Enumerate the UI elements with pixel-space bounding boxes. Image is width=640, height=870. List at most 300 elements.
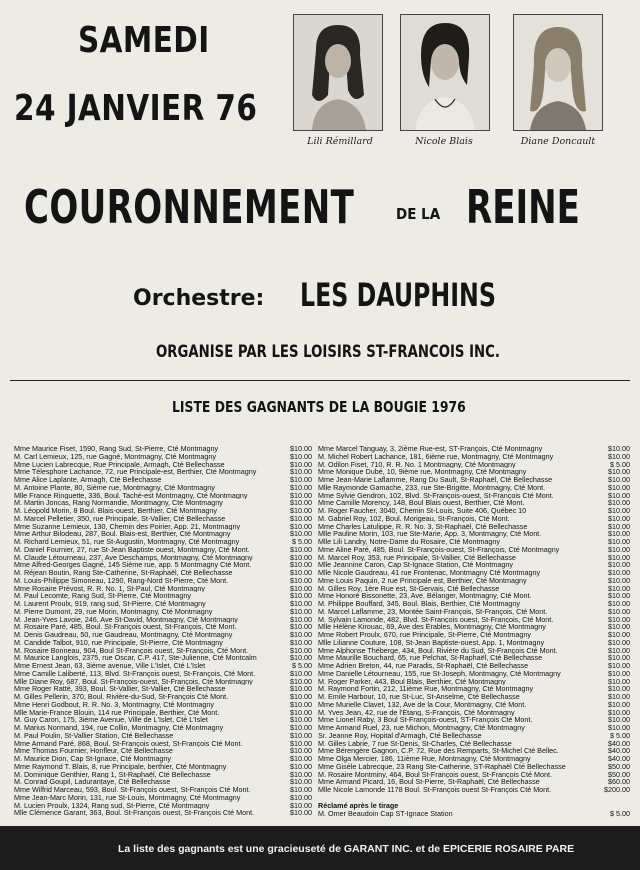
- after-draw-amount: $ 5.00: [610, 808, 630, 818]
- winner-row: [14, 778, 312, 786]
- winner-row: [318, 585, 630, 593]
- date-heading: 24 JANVIER 76: [14, 88, 258, 129]
- winner-amount: $10.00: [290, 738, 312, 748]
- winner-amount: $10.00: [608, 614, 630, 624]
- winner-row: [318, 546, 630, 554]
- winner-name: M. Gabriel Roy, 102, Boul. Morigeau, St-François, Cté Mont.: [318, 514, 510, 523]
- winner-name: M. Yves Jean, 42, rue de l'Étang, S-François, Cté Montmagny: [318, 708, 515, 717]
- winner-row: [318, 662, 630, 670]
- winner-amount: $40.00: [608, 754, 630, 763]
- winner-name: M. Daniel Fournier, 27, rue St-Jean Baptiste ouest, Montmagny, Cté Mont.: [14, 545, 250, 554]
- winner-name: M. Roger Parker, 443, Boul Blais, Berthier, Cté Montmagny: [318, 677, 506, 686]
- winner-amount: $10.00: [608, 637, 630, 647]
- winner-name: M. Denis Gaudreau, 50, rue Gaudreau, Montmagny, Cté Montmagny: [14, 631, 233, 639]
- winner-name: Mme Ernest Jean, 63, 3ième avenue, Ville L'Islet, Cté L'Islet: [14, 662, 206, 670]
- winner-row: [14, 600, 312, 608]
- winner-name: M. Rosaire Montminy, 464, Boul St-François ouest, St-François Cté Mont.: [318, 770, 552, 779]
- orchestra-name: LES DAUPHINS: [300, 276, 496, 314]
- winner-row: [14, 507, 312, 515]
- winner-name: Mlle Jeannine Caron, Cap St-Ignace Station, Cté Montmagny: [318, 561, 513, 569]
- winner-name: Mlle Marie-France Blouin, 114 rue Principale, Berthier, Cté Mont.: [14, 708, 220, 717]
- winner-amount: $10.00: [608, 715, 630, 725]
- winner-name: M. Odilon Fiset, 710, R. R. No. 1 Montmagny, Cté Montmagny: [318, 460, 516, 469]
- winner-amount: $10.00: [290, 699, 312, 709]
- winner-row: [318, 600, 630, 608]
- winner-amount: $10.00: [608, 575, 630, 585]
- winner-amount: $10.00: [290, 769, 312, 779]
- winner-row: [14, 577, 312, 585]
- winner-name: Mme Roger Ratté, 393, Boul. St-Vallier, St-Vallier, Cté Bellechasse: [14, 685, 226, 693]
- winner-amount: $10.00: [290, 599, 312, 608]
- winner-name: M. Carl Lemieux, 125, rue Gagné, Montmagny, Cté Montmagny: [14, 452, 217, 461]
- winner-name: M. Paul Lecomte, Rang Sud, St-Pierre, Cté Montmagny: [14, 592, 191, 600]
- winner-row: [14, 639, 312, 647]
- winner-name: Mme Olga Mercier, 186, 11ième Rue, Montmagny, Cté Montmagny: [318, 755, 531, 763]
- winner-row: [14, 740, 312, 748]
- winner-amount: $10.00: [290, 730, 312, 740]
- winner-name: Sr. Jeanne Roy, Hopital d'Armagh, Cté Bellechasse: [318, 731, 482, 740]
- winner-row: [14, 554, 312, 562]
- winner-amount: $10.00: [290, 684, 312, 694]
- winner-row: [14, 631, 312, 639]
- winner-row: [318, 499, 630, 507]
- winner-row: [14, 623, 312, 631]
- photo-caption-1: Lili Rémillard: [307, 136, 373, 147]
- winner-name: Mme Jean-Marie Laflamme, Rang Du Sault, St-Raphaël, Cté Bellechasse: [318, 476, 553, 484]
- winner-name: Mme Lucien Labrecque, Rue Principale, Armagh, Cté Bellechasse: [14, 460, 225, 469]
- winner-name: Mlle Hélène Kirouac, 69, Ave des Érables, Montmagny, Cté Montmagny: [318, 623, 546, 631]
- winner-row: [318, 709, 630, 717]
- winner-row: [14, 693, 312, 701]
- winner-name: Mme Raymond T. Blais, 8, rue Principale, berthier, Cté Montmagny: [14, 762, 227, 771]
- winner-amount: $10.00: [290, 575, 312, 585]
- winner-row: [318, 592, 630, 600]
- divider: [10, 380, 630, 381]
- winner-row: [318, 724, 630, 732]
- winner-name: Mme Thomas Fournier, Honfleur, Cté Bellechasse: [14, 747, 173, 755]
- winner-name: M. Gilles Labrie, 7 rue St-Denis, St-Charles, Cté Bellechasse: [318, 739, 512, 748]
- winner-row: [14, 492, 312, 500]
- winner-amount: $10.00: [290, 513, 312, 523]
- winner-name: M. Jean-Yves Lavoie, 246, Ave St-David, Montmagny, Cté Montmagny: [14, 615, 238, 624]
- winner-amount: $10.00: [290, 444, 312, 453]
- winner-row: [318, 631, 630, 639]
- winner-row: [318, 763, 630, 771]
- winner-amount: $10.00: [608, 699, 630, 709]
- winner-amount: $ 5.00: [292, 537, 312, 546]
- winner-name: Mme Bérengère Gagnon, C.P. 72, Rue des Remparts, St-Michel Cté Bellec.: [318, 747, 559, 755]
- winner-row: [318, 747, 630, 755]
- winner-amount: $10.00: [290, 800, 312, 810]
- winner-name: M. Conrad Goupil, Laduranțaye, Cté Bellechasse: [14, 778, 171, 786]
- winner-amount: $10.00: [608, 552, 630, 562]
- winners-column-right: [318, 445, 630, 818]
- winner-amount: $10.00: [290, 622, 312, 632]
- winner-amount: $10.00: [290, 568, 312, 577]
- winner-row: [14, 771, 312, 779]
- winner-name: Mlle Diane Roy, 687, Boul. St-François-ouest, St-François, Cté Montmagny: [14, 677, 253, 686]
- winner-amount: $10.00: [608, 684, 630, 694]
- winner-row: [14, 685, 312, 693]
- winner-row: [318, 530, 630, 538]
- winner-amount: $10.00: [608, 467, 630, 477]
- winner-name: Mlle Nicole Lamonde 1178 Boul. St-François ouest St-François Cté Mont.: [318, 786, 552, 794]
- winner-row: [14, 747, 312, 755]
- winner-name: Mme Armand Paré, 868, Boul. St-François ouest, St-François Cté Mont.: [14, 739, 243, 748]
- winner-row: [318, 461, 630, 469]
- winner-name: Mme Robert Proulx, 670, rue Principale, St-Pierre, Cté Montmagny: [318, 631, 531, 639]
- winner-row: [14, 538, 312, 546]
- winner-row: [14, 569, 312, 577]
- winner-amount: $10.00: [290, 606, 312, 616]
- winner-row: [14, 546, 312, 554]
- winner-row: [318, 678, 630, 686]
- winner-amount: $10.00: [290, 498, 312, 508]
- winner-amount: $10.00: [290, 560, 312, 570]
- winner-name: Mme Honoré Bissonette, 23, Ave. Bélanger, Montmagny, Cté Mont.: [318, 592, 532, 600]
- winner-name: Mlle France Ringuette, 336, Boul. Taché-est Montmagny, Cté Montmagny: [14, 491, 248, 500]
- winner-name: M. Roger Faucher, 3040, Chemin St-Louis, Suite 406, Québec 10: [318, 507, 527, 515]
- winner-row: [318, 693, 630, 701]
- winner-row: [318, 716, 630, 724]
- winner-row: [318, 561, 630, 569]
- winner-row: [14, 662, 312, 670]
- winner-row: [14, 523, 312, 531]
- winner-row: [14, 445, 312, 453]
- winner-name: M. Léopold Morin, 8 Boul. Blais-ouest, Berthier, Cté Montmagny: [14, 507, 217, 515]
- winner-name: M. Lucien Proulx, 1324, Rang sud, St-Pierre, Cté Montmagny: [14, 801, 210, 810]
- winner-name: Mme Armand Ruel, 23, rue Michon, Montmagny, Cté Montmagny: [318, 724, 525, 732]
- winner-name: Mme Adrien Breton, 44, rue Paradis, St-Raphaël, Cté Bellechasse: [318, 662, 529, 670]
- winner-name: M. Laurent Proulx, 919, rang sud, St-Pierre, Cté Montmagny: [14, 600, 206, 608]
- winner-amount: $10.00: [608, 723, 630, 732]
- winner-amount: $ 5.00: [610, 730, 630, 740]
- winner-row: [318, 445, 630, 453]
- winner-row: [14, 709, 312, 717]
- winner-row: [14, 670, 312, 678]
- winner-amount: $10.00: [290, 467, 312, 477]
- winner-row: [318, 569, 630, 577]
- winner-amount: $10.00: [290, 777, 312, 787]
- winners-list-title: LISTE DES GAGNANTS DE LA BOUGIE 1976: [172, 398, 466, 416]
- winner-amount: $10.00: [290, 544, 312, 554]
- winner-amount: $10.00: [608, 475, 630, 484]
- winner-row: [14, 678, 312, 686]
- winner-amount: $10.00: [290, 754, 312, 763]
- winner-name: M. Richard Lemieux, 51, rue St-Augustin, Montmagny, Cté Montmagny: [14, 538, 240, 546]
- winner-name: M. Rosaire Paré, 485, Boul. St-François ouest, St-François, Cté Mont.: [14, 623, 237, 631]
- winner-name: Mme Camille Laliberté, 113, Blvd. St-François ouest, St-François, Cté Mont.: [14, 669, 256, 678]
- title-end: REINE: [466, 180, 580, 234]
- winner-row: [14, 716, 312, 724]
- winner-name: Mlle Lilianne Couture, 108, St-Jean Baptiste-ouest, App. 1, Montmagny: [318, 638, 545, 647]
- winner-name: Mme Charles Latulippe, R. R. No. 3, St-Raphaël, Cté Bellechasse: [318, 522, 528, 531]
- winner-amount: $10.00: [608, 676, 630, 686]
- winner-name: Mlle Lili Landry, Notre-Dame du Rosaire, Cté Montmagny: [318, 538, 501, 546]
- winner-name: M. Louis-Philippe Simoneau, 1290, Rang-Nord St-Pierre, Cté Mont.: [14, 576, 229, 585]
- winner-amount: $10.00: [290, 637, 312, 647]
- orchestra-label: Orchestre:: [133, 286, 265, 311]
- photo-caption-3: Diane Doncault: [520, 136, 596, 147]
- winner-name: M. Michel Robert Lachance, 181, 6ième rue, Montmagny, Cté Montmagny: [318, 452, 554, 461]
- winner-row: [318, 453, 630, 461]
- winner-amount: $60.00: [608, 777, 630, 787]
- winner-row: [14, 515, 312, 523]
- winner-name: M. Guy Caron, 175, 3ième Avenue, Ville de L'Islet, Cté L'Islet: [14, 716, 208, 724]
- winner-row: [14, 484, 312, 492]
- after-draw-heading: Réclamé après le tirage: [318, 800, 399, 810]
- winner-amount: $10.00: [608, 490, 630, 500]
- winner-amount: $10.00: [290, 583, 312, 593]
- winner-amount: $10.00: [608, 498, 630, 508]
- winner-amount: $10.00: [608, 606, 630, 616]
- portrait-image: [514, 15, 602, 130]
- winner-amount: $10.00: [290, 653, 312, 663]
- winner-row: [318, 771, 630, 779]
- winner-row: [318, 647, 630, 655]
- winner-row: [318, 786, 630, 794]
- winner-name: M. Maurice Dion, Cap St-Ignace, Cté Montmagny: [14, 755, 171, 763]
- winner-amount: $10.00: [290, 645, 312, 655]
- winner-amount: $10.00: [290, 459, 312, 469]
- winner-row: [318, 685, 630, 693]
- winner-amount: $10.00: [608, 537, 630, 546]
- winner-row: [318, 701, 630, 709]
- winner-row: [14, 786, 312, 794]
- winner-amount: $10.00: [290, 761, 312, 771]
- photo-1: [293, 14, 383, 131]
- winner-row: [14, 732, 312, 740]
- winner-row: [14, 794, 312, 802]
- winner-row: [318, 740, 630, 748]
- winners-column-left: [14, 445, 312, 817]
- winner-name: Mme Lionel Raby, 3 Boul St-François-ouest, ST-François Cté Mont.: [318, 716, 533, 724]
- winner-amount: $10.00: [290, 482, 312, 492]
- winner-amount: $40.00: [608, 746, 630, 756]
- winner-amount: $10.00: [608, 622, 630, 632]
- winner-amount: $10.00: [608, 599, 630, 608]
- winner-row: [318, 654, 630, 662]
- winner-row: [318, 523, 630, 531]
- winner-amount: $40.00: [608, 738, 630, 748]
- winner-amount: $10.00: [608, 506, 630, 515]
- organiser-line: ORGANISE PAR LES LOISIRS ST-FRANCOIS INC.: [156, 342, 500, 362]
- winner-amount: $10.00: [290, 746, 312, 756]
- winner-amount: $10.00: [290, 692, 312, 701]
- winner-name: Mme Jean-Marc Morin, 131, rue St-Louis, Montmagny, Cté Montmagny: [14, 793, 241, 802]
- winner-name: Mme Armand Picard, 16, Boul St-Pierre, St-Raphaël, Cté Bellechasse: [318, 778, 540, 786]
- winner-name: Mme Arthur Bilodeau, 287, Boul. Blais-est, Berthier, Cté Montmagny: [14, 530, 231, 538]
- winner-amount: $10.00: [608, 645, 630, 655]
- winner-amount: $10.00: [608, 668, 630, 678]
- winner-row: [14, 561, 312, 569]
- winner-row: [14, 530, 312, 538]
- winner-row: [318, 616, 630, 624]
- winner-amount: $10.00: [608, 444, 630, 453]
- winner-amount: $10.00: [608, 692, 630, 701]
- winner-row: [318, 623, 630, 631]
- winner-amount: $10.00: [290, 552, 312, 562]
- photo-3: [513, 14, 603, 131]
- winner-name: Mme Alfred-Georges Gagné, 145 Sième rue, app. 5 Montmagny Cté Mont.: [14, 561, 252, 569]
- winner-amount: $10.00: [290, 785, 312, 794]
- winner-amount: $ 5.00: [610, 459, 630, 469]
- winner-row: [318, 515, 630, 523]
- winner-name: M. Rosaire Bonneau, 904, Boul St-François ouest, St-François, Cté Mont.: [14, 646, 249, 655]
- winner-amount: $10.00: [290, 475, 312, 484]
- winner-name: M. Maurice Langlois, 2375, rue Oscar, C.P. 417, Ste-Julienne, Cté Montcalm: [14, 654, 257, 662]
- winner-amount: $10.00: [290, 792, 312, 802]
- winner-amount: $10.00: [290, 490, 312, 500]
- winner-amount: $10.00: [608, 521, 630, 531]
- winner-row: [14, 654, 312, 662]
- winner-row: [318, 755, 630, 763]
- winner-amount: $10.00: [290, 506, 312, 515]
- winner-name: M. Candide Talbot, 910, rue Principale, St-Pierre, Cté Montmagny: [14, 638, 223, 647]
- winner-row: [318, 778, 630, 786]
- winner-row: [318, 732, 630, 740]
- winner-row: [318, 577, 630, 585]
- winner-amount: $10.00: [608, 661, 630, 670]
- winner-row: [14, 461, 312, 469]
- winner-row: [14, 647, 312, 655]
- footer-bar: [0, 826, 640, 870]
- winner-row: [14, 616, 312, 624]
- winner-amount: $10.00: [290, 707, 312, 717]
- winner-amount: $10.00: [290, 529, 312, 539]
- winner-name: M. Marcel Roy, 353, rue Principale, St-Vallier, Cté Bellechasse: [318, 553, 516, 562]
- winner-name: M. Marcel Laflamme, 23, Montée Saint-François, St-François, Cté Mont.: [318, 607, 548, 616]
- winner-name: Mme Maurille Bouchard, 65, rue Pelchat, St-Raphaël, Cté Bellechasse: [318, 654, 543, 662]
- winner-row: [14, 453, 312, 461]
- winner-name: Mme Suzanne Lemieux, 130, Chemin des Poirier, App. 21, Montmagny: [14, 522, 241, 531]
- winner-amount: $10.00: [608, 707, 630, 717]
- winner-name: Mme Camille Morency, 148, Boul Blais ouest, Berthier, Cté Mont.: [318, 499, 525, 507]
- winner-row: [318, 538, 630, 546]
- winner-row: [14, 755, 312, 763]
- winner-row: [14, 608, 312, 616]
- winner-name: M. Philippe Bouffard, 345, Boul. Blais, Berthier, Cté Montmagny: [318, 600, 521, 608]
- winner-name: Mlle Nicole Gaudreau, 41 rue Frontenac, Montmagny Cté Montmagny: [318, 569, 541, 577]
- winner-name: Mme Sylvie Gendron, 102, Blvd. St-François-ouest, St-François Cté Mont.: [318, 491, 554, 500]
- winner-name: Mlle Pauline Morin, 103, rue Ste-Marie, App. 3, Montmagny, Cté Mont.: [318, 530, 542, 538]
- winner-name: Mme Louis Paquin, 2 rue Principale est, Berthier, Cté Montmagny: [318, 576, 527, 585]
- winner-name: Mme Murielle Clavet, 132, Ave de la Cour, Montmagny, Cté Mont.: [318, 700, 527, 709]
- winner-name: Mme Henri Godbout, R. R. No. 3, Montmagny, Cté Montmagny: [14, 700, 214, 709]
- winner-name: M. Gilles Pellerin, 370, Boul. Rivière-du-Sud, St-François Cté Mont.: [14, 693, 229, 701]
- title-main: COURONNEMENT: [24, 180, 355, 234]
- winner-amount: $10.00: [608, 529, 630, 539]
- winner-name: Mme Aline Paré, 485, Boul. St-François-ouest, St-François, Cté Montmagny: [318, 545, 560, 554]
- portrait-image: [401, 15, 489, 130]
- title-connector: DE LA: [396, 205, 441, 223]
- winner-amount: $10.00: [290, 591, 312, 601]
- winner-name: M. Sylvain Lamonde, 482, Blvd. St-François ouest, St-François, Cté Mont.: [318, 615, 554, 624]
- winner-amount: $10.00: [290, 521, 312, 531]
- winner-name: M. Emile Harbour, 10, rue St-Luc, St-Anselme, Cté Bellechasse: [318, 693, 520, 701]
- winner-name: M. Paul Poulin, St-Vallier Station, Cté Bellechasse: [14, 731, 174, 740]
- winner-row: [318, 468, 630, 476]
- winner-name: Mme Rosaire Prévost, R. R. No. 1, St-Paul, Cté Montmagny: [14, 584, 205, 593]
- winner-amount: $10.00: [290, 668, 312, 678]
- winner-name: Mme Télesphore Lachance, 72, rue Principale-est, Berthier, Cté Montmagny: [14, 468, 257, 476]
- winner-row: [14, 724, 312, 732]
- winner-row: [14, 499, 312, 507]
- winner-amount: $50.00: [608, 761, 630, 771]
- winner-name: M. Marcel Pelletier, 350, rue Principale, St-Vallier, Cté Bellechasse: [14, 514, 226, 523]
- winner-name: Mme Alphonse Théberge, 434, Boul. Rivière du Sud, St-François Cté Mont.: [318, 646, 558, 655]
- winner-name: M. Claude Létourneau, 237, Ave Deschamps, Montmagny, Cté Montmagny: [14, 553, 253, 562]
- winner-row: [318, 484, 630, 492]
- winner-row: [14, 763, 312, 771]
- winner-row: [14, 585, 312, 593]
- photo-2: [400, 14, 490, 131]
- winner-amount: $10.00: [608, 513, 630, 523]
- winner-row: [14, 802, 312, 810]
- winner-row: [14, 468, 312, 476]
- winner-name: M. Pierre Dumont, 29, rue Morin, Montmagny, Cté Montmagny: [14, 607, 213, 616]
- winner-name: M. Gilles Roy, 1ère Rue est, St-Gervais, Cté Bellechasse: [318, 584, 500, 593]
- winner-amount: $10.00: [290, 630, 312, 639]
- portrait-image: [294, 15, 382, 130]
- winner-amount: $10.00: [608, 482, 630, 492]
- winner-row: [318, 507, 630, 515]
- winner-row: [318, 492, 630, 500]
- winner-amount: $50.00: [608, 769, 630, 779]
- winner-amount: $10.00: [608, 653, 630, 663]
- winner-name: Mme Wilfrid Marceau, 593, Boul. St-François ouest, St-François Cté Mont.: [14, 786, 251, 794]
- winner-name: Mme Danielle Létourneau, 155, rue St-Joseph, Montmagny, Cté Montmagny: [318, 669, 561, 678]
- winner-amount: $200.00: [604, 785, 630, 794]
- photo-caption-2: Nicole Blais: [415, 136, 473, 147]
- winner-row: [318, 476, 630, 484]
- winner-row: [14, 701, 312, 709]
- winner-row: [318, 554, 630, 562]
- winner-name: M. Dominique Genthier, Rang 1, St-Raphaël, Cté Bellechasse: [14, 770, 211, 779]
- winner-amount: $10.00: [608, 568, 630, 577]
- winner-amount: $10.00: [290, 715, 312, 725]
- winner-name: M. Marius Normand, 194, rue Collin, Montmagny, Cté Montmagny: [14, 724, 224, 732]
- winner-name: Mme Monique Dubé, 10, 9ième rue, Montmagny, Cté Montmagny: [318, 468, 527, 476]
- winner-amount: $10.00: [608, 544, 630, 554]
- winner-amount: $10.00: [290, 676, 312, 686]
- winner-amount: $10.00: [290, 451, 312, 461]
- winner-amount: $10.00: [608, 583, 630, 593]
- winner-amount: $10.00: [290, 808, 312, 818]
- winner-amount: $10.00: [608, 591, 630, 601]
- winner-row: [318, 670, 630, 678]
- winner-row: [318, 639, 630, 647]
- winner-name: Mlle Clémence Garant, 363, Boul. St-François ouest, St-François Cté Mont.: [14, 809, 255, 817]
- footer-credit: La liste des gagnants est une gracieuseté de GARANT INC. et de EPICERIE ROSAIRE PARE: [118, 843, 575, 855]
- winner-name: M. Antoine Plante, 80, Sième rue, Montmagny, Cté Montmagny: [14, 483, 215, 492]
- winner-amount: $10.00: [290, 614, 312, 624]
- winner-name: M. Martin Joncas, Rang Normandie, Montmagny, Cté Montmagny: [14, 499, 223, 507]
- winner-row: [14, 476, 312, 484]
- winner-row: [318, 608, 630, 616]
- winner-amount: $10.00: [608, 630, 630, 639]
- winner-row: [14, 592, 312, 600]
- winner-name: M. Réjean Boutin, Rang Ste-Catherine, St-Raphaël, Cté Bellechasse: [14, 569, 233, 577]
- winner-amount: $10.00: [608, 560, 630, 570]
- winner-name: Mlle Raymonde Gamache, 233, rue Ste-Brigitte, Montmagny, Cté Mont.: [318, 483, 546, 492]
- winner-amount: $ 5.00: [292, 661, 312, 670]
- day-heading: SAMEDI: [78, 20, 210, 61]
- after-draw-name: M. Omer Beaudoin Cap ST-Ignace Station: [318, 809, 453, 818]
- after-draw-row: [318, 810, 630, 818]
- winner-name: Mme Maurice Fiset, 1590, Rang Sud, St-Pierre, Cté Montmagny: [14, 445, 219, 453]
- winner-name: Mme Marcel Tanguay, 3, 2ième Rue-est, ST-François, Cté Montmagny: [318, 445, 543, 453]
